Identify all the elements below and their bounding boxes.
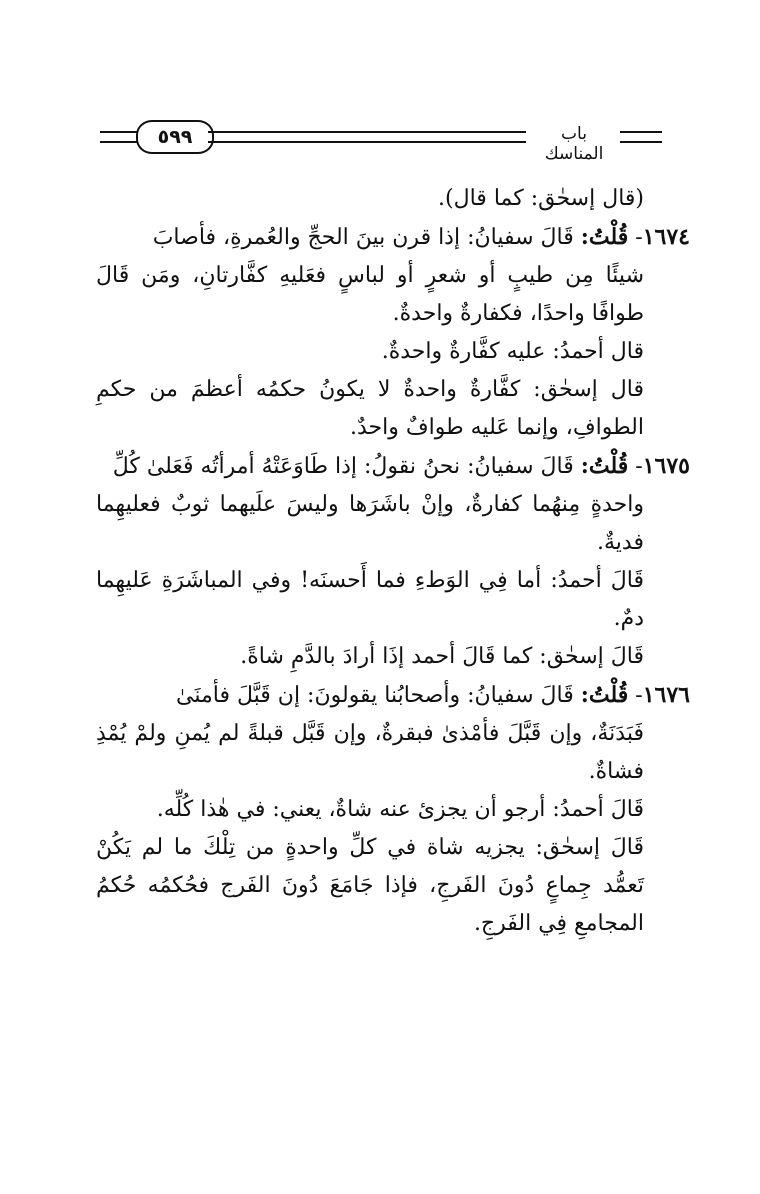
- entry-question-start: قَالَ سفيانُ: إذا قرن بينَ الحجِّ والعُمرةِ، فأصابَ: [152, 225, 574, 250]
- paragraph-ishaq-1675: قَالَ إسحٰق: كما قَالَ أحمد إذَا أرادَ بالدَّمِ شاةً.: [240, 644, 644, 669]
- paragraph-ishaq-1676: قَالَ إسحٰق: يجزيه شاة في كلِّ واحدةٍ من تِلْكَ ما لم يَكُنْ تَعمُّد جِماعٍ دُونَ الفَرجِ، فإذا جَامَعَ دُونَ الفَرج فحُكمُه حُكمُ المجامعِ فِي الفَرجِ.: [96, 835, 644, 936]
- chapter-title: باب المناسك: [544, 124, 604, 164]
- paragraph-ishaq-1674: قال إسحٰق: كفَّارةٌ واحدةٌ لا يكونُ حكمُه أعظمَ من حكمِ الطوافِ، وإنما عَليه طوافٌ واحدٌ.: [96, 377, 645, 440]
- entry-1675-question-rest: واحدةٍ مِنهُما كفارةٌ، وإنْ باشَرَها وليسَ علَيهما ثوبٌ فعليهِما فديةٌ.: [96, 492, 644, 555]
- entry-dash: -: [635, 225, 643, 250]
- entry-qult: قُلْتُ:: [580, 453, 629, 479]
- entry-qult: قُلْتُ:: [580, 682, 629, 708]
- entry-1674-question-rest: شيئًا مِن طيبٍ أو شعرٍ أو لباسٍ فعَليهِ كفَّارتانِ، ومَن قَالَ طوافًا واحدًا، فكفارةٌ واحدةٌ.: [96, 263, 644, 326]
- entry-qult: قُلْتُ:: [580, 224, 629, 250]
- entry-number: ١٦٧٤: [642, 224, 690, 250]
- entry-dash: -: [635, 683, 643, 708]
- entry-1675-first-line: [96, 447, 690, 486]
- paragraph-ahmad-1675: قَالَ أحمدُ: أما فِي الوَطءِ فما أَحسنَه! وفي المباشَرَةِ عَليهِما دمٌ.: [96, 568, 644, 631]
- header-rule-middle: [208, 131, 526, 143]
- header-rule-right: [620, 131, 662, 143]
- entry-question-start: قَالَ سفيانُ: وأصحابُنا يقولونَ: إن قَبَّلَ فأمنَىٰ: [176, 683, 574, 708]
- entry-1676-first-line: [96, 676, 690, 715]
- paragraph-ahmad-1676: قَالَ أحمدُ: أرجو أن يجزئ عنه شاةٌ، يعني: في هٰذا كُلِّه.: [156, 797, 644, 822]
- page-body: [96, 180, 690, 943]
- entry-number: ١٦٧٦: [642, 682, 690, 708]
- running-header: [100, 118, 662, 164]
- entry-1676-question-rest: فَبَدَنَةٌ، وإن قَبَّلَ فأمْذىٰ فبقرةٌ، وإن قَبَّل قبلةً لم يُمنِ ولمْ يُمْذِ فشاةٌ.: [96, 721, 644, 784]
- paragraph-ahmad-1674: قال أحمدُ: عليه كفَّارةٌ واحدةٌ.: [381, 339, 644, 364]
- entry-1675: [96, 447, 690, 562]
- entry-1674-first-line: [96, 218, 690, 257]
- entry-1674: [96, 218, 690, 333]
- paragraph-ishaq-opening: (قال إسحٰق: كما قال).: [438, 186, 644, 211]
- entry-question-start: قَالَ سفيانُ: نحنُ نقولُ: إذا طَاوَعَتْهُ أمرأتُه فَعَلىٰ كُلِّ: [112, 454, 574, 479]
- entry-dash: -: [635, 454, 643, 479]
- entry-1676: [96, 676, 690, 791]
- page-number: ٥٩٩: [136, 120, 214, 154]
- entry-number: ١٦٧٥: [642, 453, 690, 479]
